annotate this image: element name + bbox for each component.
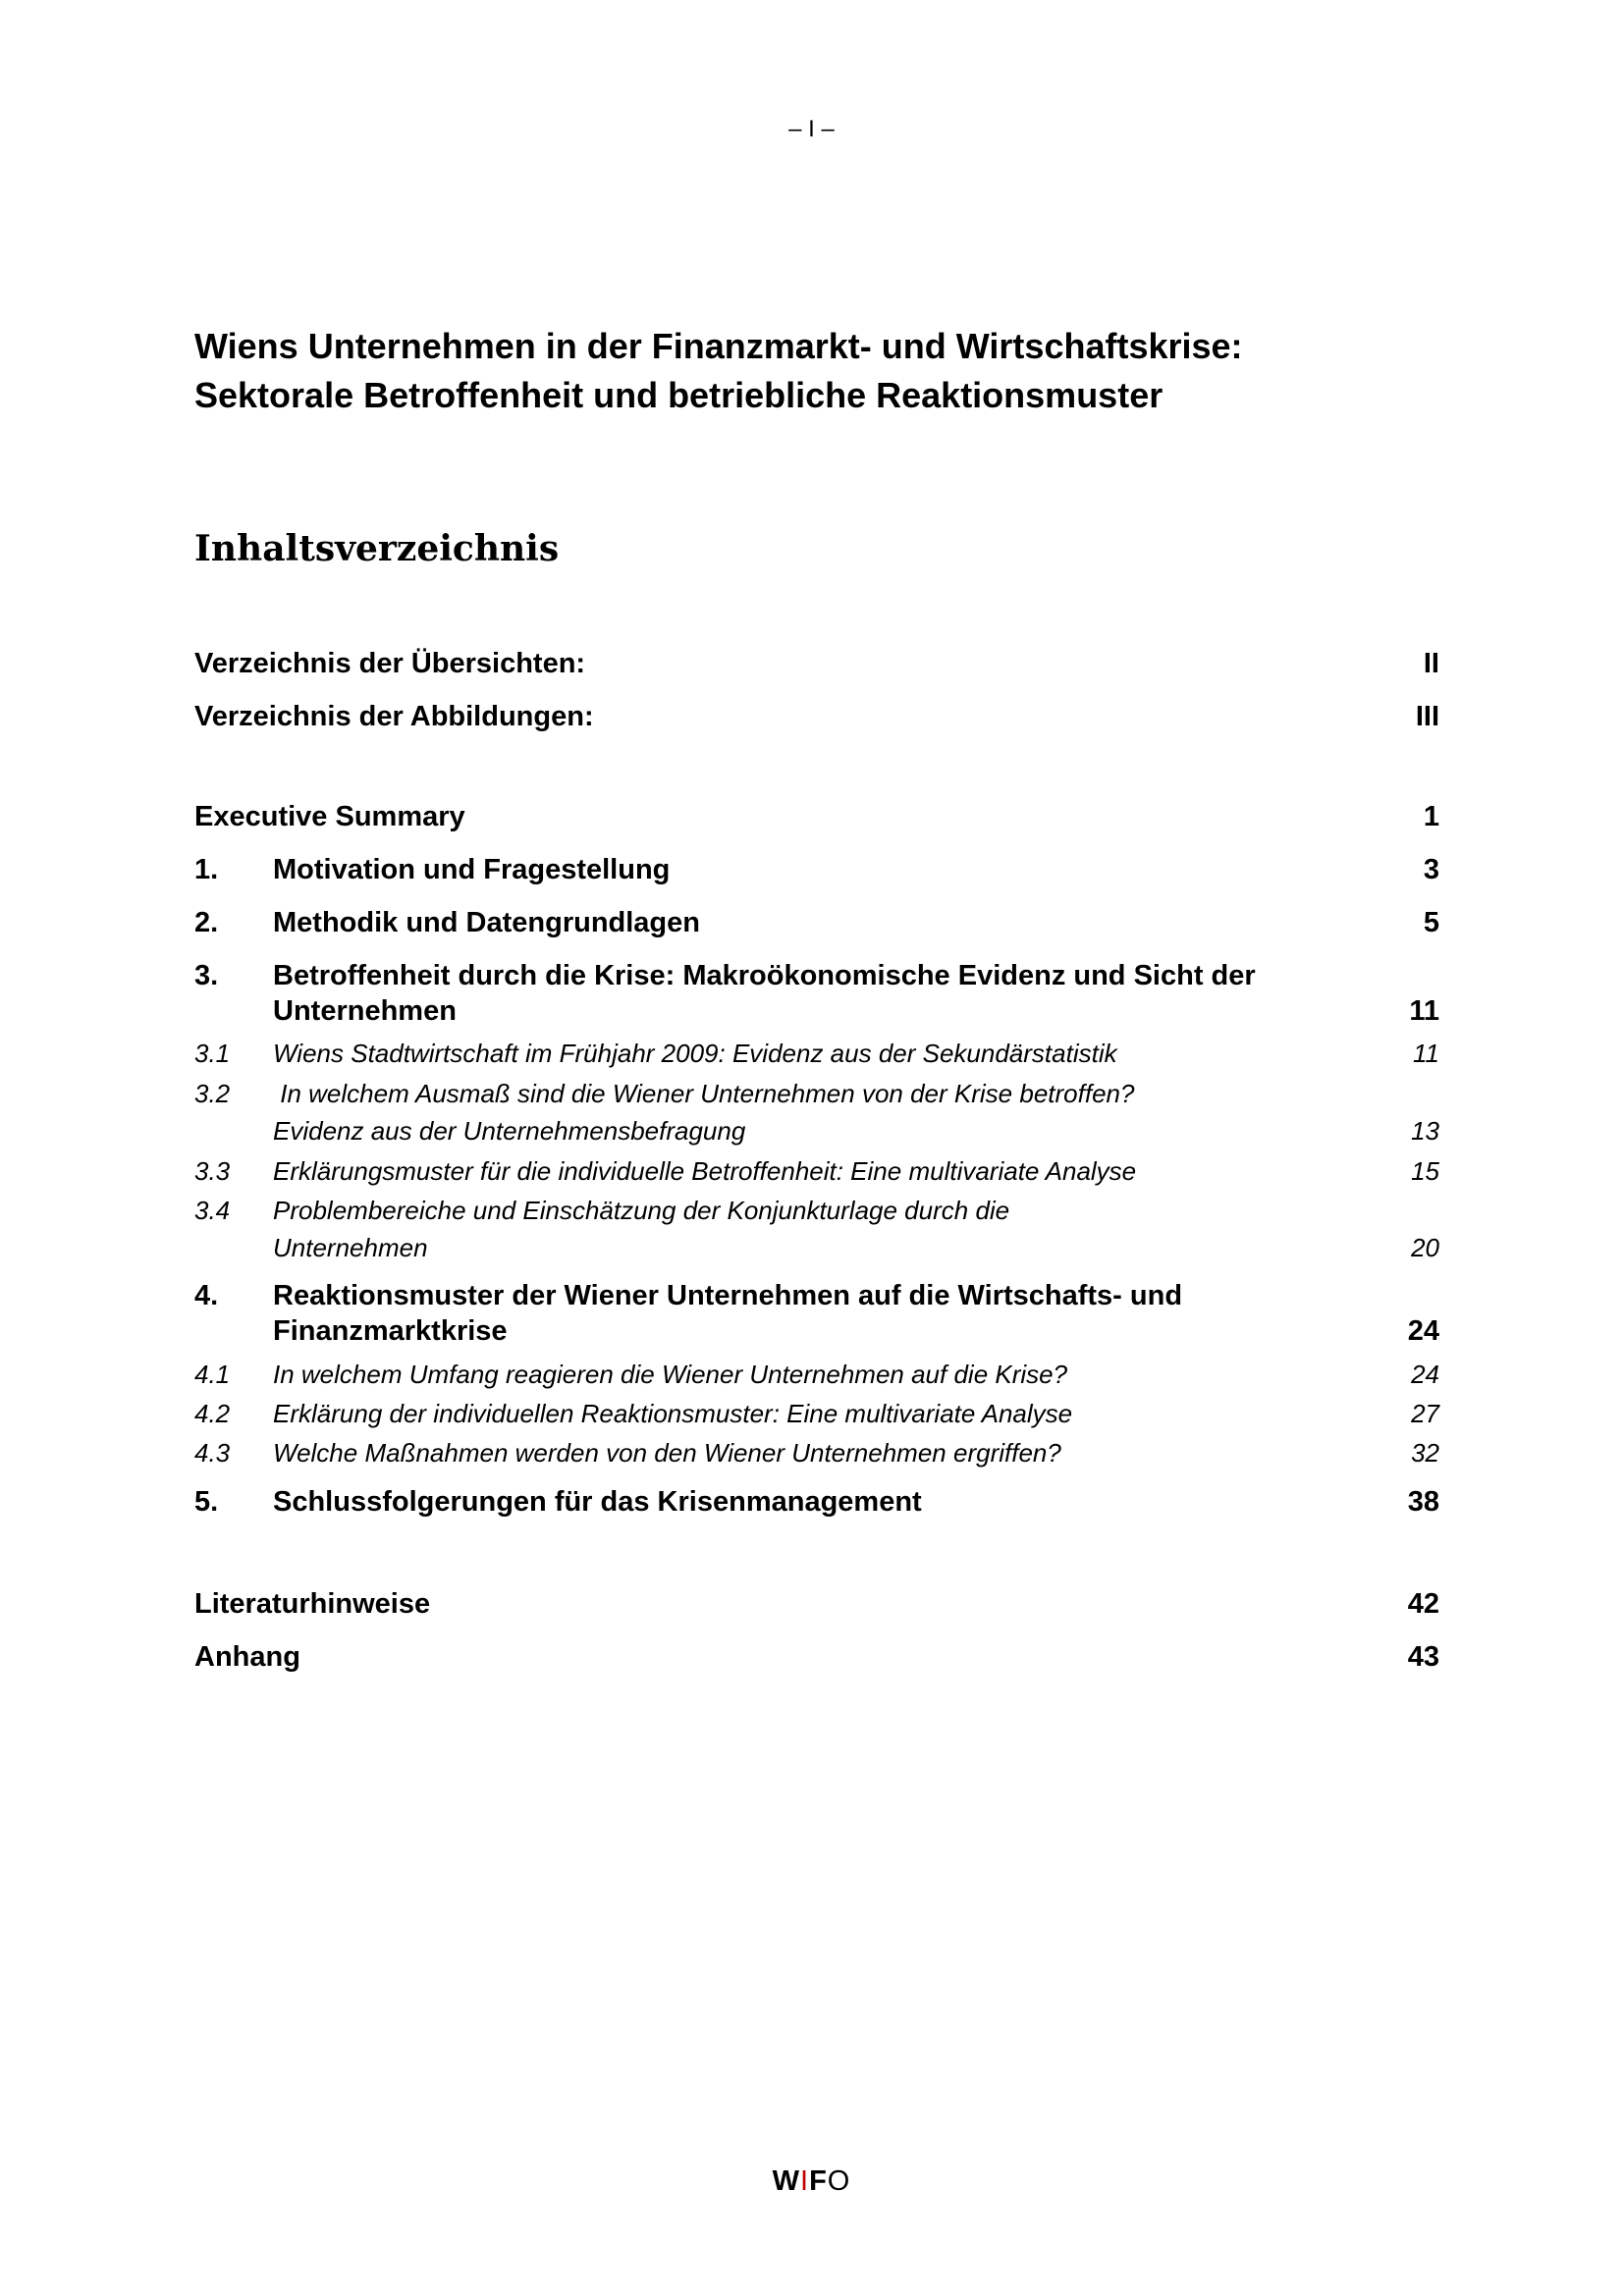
toc-entry-number: 3.2 xyxy=(194,1079,231,1108)
page-number: – I – xyxy=(788,116,835,142)
toc-entry-text: Erklärung der individuellen Reaktionsmuster: Eine multivariate Analyse xyxy=(273,1399,1073,1428)
wifo-logo xyxy=(0,2165,1623,2198)
toc-entry-section-4-2[interactable] xyxy=(194,1395,1439,1432)
toc-entry-section-4-3[interactable] xyxy=(194,1434,1439,1471)
toc-entry-number: 3.4 xyxy=(194,1196,231,1225)
toc-entry-text: In welchem Ausmaß sind die Wiener Unternehmen von der Krise betroffen? xyxy=(273,1079,1135,1108)
toc-entry-page: 43 xyxy=(1407,1641,1439,1673)
toc-entry-number: 4.2 xyxy=(194,1399,231,1428)
toc-entry-text: Motivation und Fragestellung xyxy=(273,854,671,885)
logo-letter-w: W xyxy=(772,2165,801,2197)
toc-entry-page: 27 xyxy=(1411,1399,1439,1428)
toc-entry-chapter-1[interactable] xyxy=(194,852,1439,887)
toc-entry-page: 1 xyxy=(1423,801,1439,832)
toc-entry-number: 3.3 xyxy=(194,1156,231,1186)
toc-entry-text: Unternehmen xyxy=(273,1233,428,1262)
toc-entry-anhang[interactable] xyxy=(194,1639,1439,1675)
toc-entry-page: 20 xyxy=(1411,1233,1439,1262)
toc-entry-text: Finanzmarktkrise xyxy=(273,1315,508,1347)
toc-entry-page: III xyxy=(1415,701,1439,732)
toc-entry-number: 4.3 xyxy=(194,1438,231,1468)
toc-entry-number: 1. xyxy=(194,854,219,885)
toc-entry-chapter-2[interactable] xyxy=(194,905,1439,940)
toc-heading: Inhaltsverzeichnis xyxy=(194,528,560,569)
toc-entry-chapter-4[interactable] xyxy=(194,1278,1439,1349)
toc-entry-chapter-5[interactable] xyxy=(194,1484,1439,1520)
toc-entry-page: 24 xyxy=(1411,1360,1439,1389)
toc-entry-number: 4. xyxy=(194,1280,219,1311)
toc-entry-text: Schlussfolgerungen für das Krisenmanagement xyxy=(273,1486,922,1518)
toc-entry-literaturhinweise[interactable] xyxy=(194,1586,1439,1622)
toc-entry-section-3-3[interactable] xyxy=(194,1152,1439,1190)
toc-entry-section-3-2[interactable] xyxy=(194,1075,1439,1149)
toc-entry-page: 15 xyxy=(1411,1156,1439,1186)
logo-bar: I xyxy=(800,2165,810,2197)
toc-entry-page: 32 xyxy=(1411,1438,1439,1468)
toc-entry-text: Methodik und Datengrundlagen xyxy=(273,907,700,938)
toc-entry-uebersichten[interactable] xyxy=(194,646,1439,681)
toc-entry-text: In welchem Umfang reagieren die Wiener Unternehmen auf die Krise? xyxy=(273,1360,1068,1389)
toc-entry-page: II xyxy=(1423,648,1439,679)
toc-entry-text: Wiens Stadtwirtschaft im Frühjahr 2009: Evidenz aus der Sekundärstatistik xyxy=(273,1039,1117,1068)
toc-entry-chapter-3[interactable] xyxy=(194,958,1439,1029)
toc-entry-text: Literaturhinweise xyxy=(194,1588,431,1620)
toc-entry-section-4-1[interactable] xyxy=(194,1356,1439,1393)
toc-entry-text: Welche Maßnahmen werden von den Wiener Unternehmen ergriffen? xyxy=(273,1438,1061,1468)
toc-entry-text: Problembereiche und Einschätzung der Konjunkturlage durch die xyxy=(273,1196,1010,1225)
toc-entry-number: 2. xyxy=(194,907,219,938)
toc-entry-text: Anhang xyxy=(194,1641,300,1673)
toc-entry-text: Executive Summary xyxy=(194,801,465,832)
document-title-line-1: Wiens Unternehmen in der Finanzmarkt- und Wirtschaftskrise: xyxy=(194,326,1243,366)
toc-entry-text: Unternehmen xyxy=(273,995,457,1027)
toc-entry-page: 3 xyxy=(1423,854,1439,885)
toc-entry-number: 4.1 xyxy=(194,1360,231,1389)
toc-entry-text: Reaktionsmuster der Wiener Unternehmen auf die Wirtschafts- und xyxy=(273,1280,1183,1311)
toc-entry-section-3-1[interactable] xyxy=(194,1035,1439,1072)
toc-entry-number: 3.1 xyxy=(194,1039,231,1068)
toc-entry-page: 42 xyxy=(1407,1588,1439,1620)
toc-entry-page: 5 xyxy=(1423,907,1439,938)
toc-entry-abbildungen[interactable] xyxy=(194,699,1439,734)
toc-entry-number: 3. xyxy=(194,960,219,991)
toc-entry-page: 11 xyxy=(1413,1039,1439,1068)
document-title xyxy=(194,322,1432,420)
toc-entry-number: 5. xyxy=(194,1486,219,1518)
toc-entry-page: 13 xyxy=(1411,1116,1439,1146)
toc-entry-text: Evidenz aus der Unternehmensbefragung xyxy=(273,1116,746,1146)
toc-entry-page: 11 xyxy=(1409,995,1439,1027)
toc-entry-page: 38 xyxy=(1407,1486,1439,1518)
toc-entry-text: Verzeichnis der Abbildungen: xyxy=(194,701,594,732)
logo-letter-o: O xyxy=(827,2165,851,2197)
toc-entry-executive-summary[interactable] xyxy=(194,799,1439,834)
toc-entry-text: Betroffenheit durch die Krise: Makroökonomische Evidenz und Sicht der xyxy=(273,960,1256,991)
toc-entry-section-3-4[interactable] xyxy=(194,1192,1439,1266)
logo-letter-f: F xyxy=(809,2165,828,2197)
toc-entry-text: Erklärungsmuster für die individuelle Betroffenheit: Eine multivariate Analyse xyxy=(273,1156,1137,1186)
toc-entry-text: Verzeichnis der Übersichten: xyxy=(194,648,586,679)
toc-entry-page: 24 xyxy=(1407,1315,1439,1347)
document-title-line-2: Sektorale Betroffenheit und betriebliche Reaktionsmuster xyxy=(194,375,1163,415)
